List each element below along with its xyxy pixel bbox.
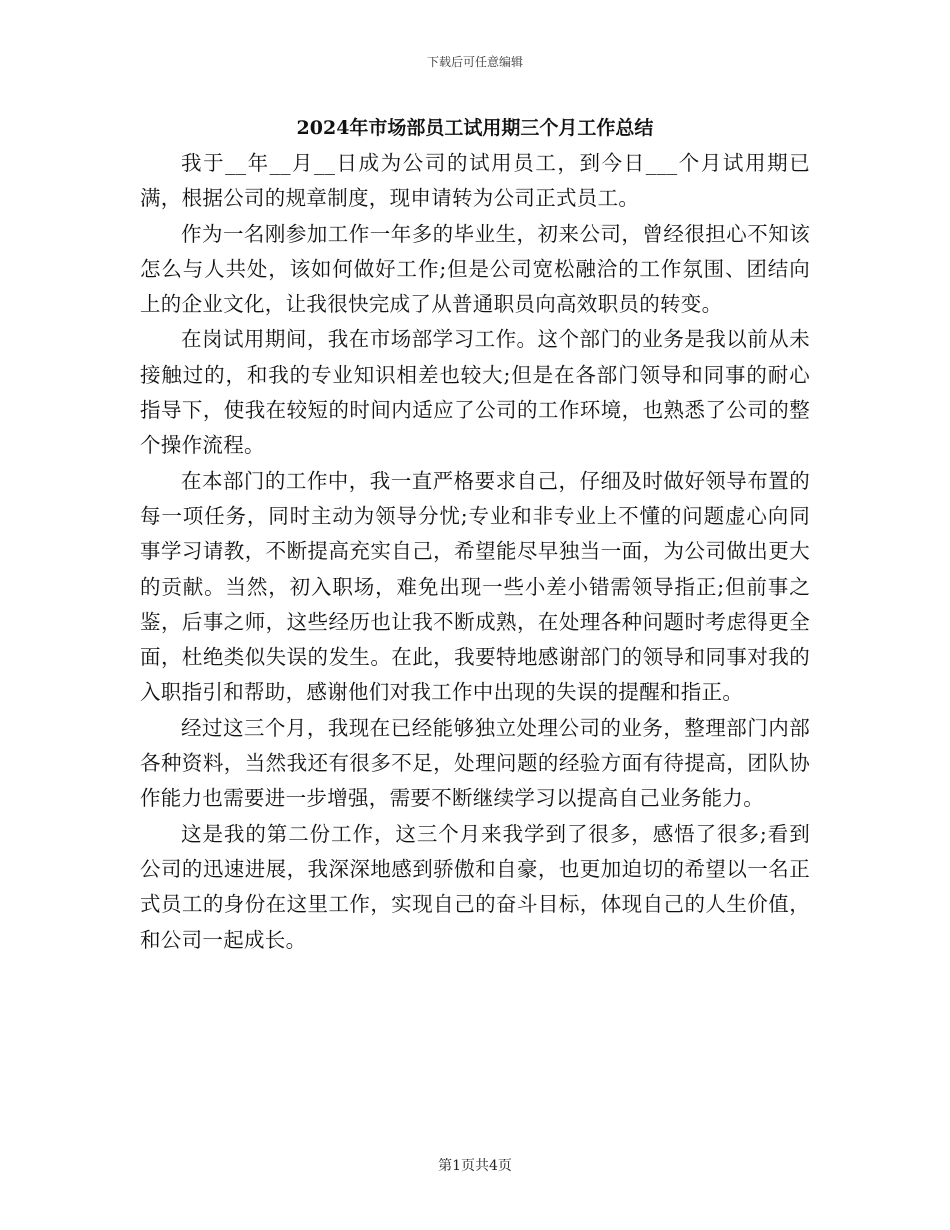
paragraph-3: 在岗试用期间，我在市场部学习工作。这个部门的业务是我以前从未接触过的，和我的专业知识相差也较大;但是在各部门领导和同事的耐心指导下，使我在较短的时间内适应了公司的工作环境，也熟悉了公司的整个操作流程。 bbox=[140, 327, 810, 458]
document-body bbox=[140, 146, 810, 958]
document-title: 2024年市场部员工试用期三个月工作总结 bbox=[296, 117, 654, 139]
page-indicator: 第1页共4页 bbox=[438, 1158, 512, 1174]
paragraph-1: 我于__年__月__日成为公司的试用员工，到今日___个月试用期已满，根据公司的规章制度，现申请转为公司正式员工。 bbox=[140, 151, 810, 211]
header-note: 下载后可任意编辑 bbox=[426, 55, 523, 69]
paragraph-6: 这是我的第二份工作，这三个月来我学到了很多，感悟了很多;看到公司的迅速进展，我深深地感到骄傲和自豪，也更加迫切的希望以一名正式员工的身份在这里工作，实现自己的奋斗目标，体现自己的人生价值，和公司一起成长。 bbox=[140, 821, 810, 952]
paragraph-2: 作为一名刚参加工作一年多的毕业生，初来公司，曾经很担心不知该怎么与人共处，该如何做好工作;但是公司宽松融洽的工作氛围、团结向上的企业文化，让我很快完成了从普通职员向高效职员的转变。 bbox=[140, 221, 810, 317]
paragraph-4: 在本部门的工作中，我一直严格要求自己，仔细及时做好领导布置的每一项任务，同时主动为领导分忧;专业和非专业上不懂的问题虚心向同事学习请教，不断提高充实自己，希望能尽早独当一面，为公司做出更大的贡献。当然，初入职场，难免出现一些小差小错需领导指正;但前事之鉴，后事之师，这些经历也让我不断成熟，在处理各种问题时考虑得更全面，杜绝类似失误的发生。在此，我要特地感谢部门的领导和同事对我的入职指引和帮助，感谢他们对我工作中出现的失误的提醒和指正。 bbox=[140, 468, 810, 705]
paragraph-5: 经过这三个月，我现在已经能够独立处理公司的业务，整理部门内部各种资料，当然我还有很多不足，处理问题的经验方面有待提高，团队协作能力也需要进一步增强，需要不断继续学习以提高自己业务能力。 bbox=[140, 715, 810, 811]
